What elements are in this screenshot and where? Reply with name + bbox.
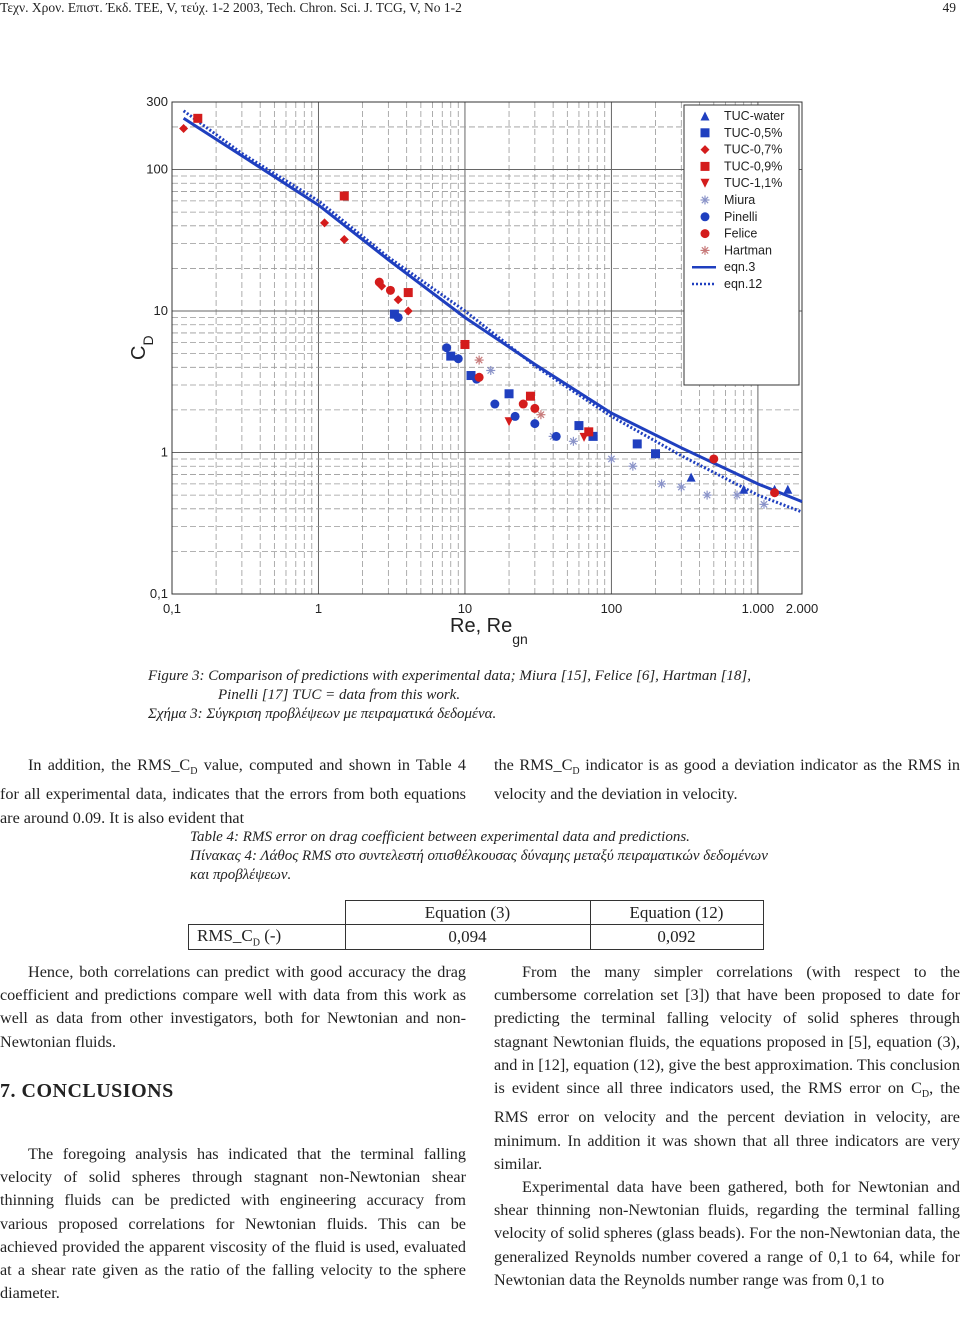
- point-tuc-water: [783, 485, 792, 494]
- left-column-top: [0, 754, 466, 830]
- point-felice: [770, 488, 779, 497]
- table-caption-en: Table 4: RMS error on drag coefficient between experimental data and predictions.: [190, 829, 690, 845]
- table-value-eq12: 0,092: [590, 925, 763, 950]
- right-paragraph-3: Experimental data have been gathered, both for Newtonian and shear thinning non-Newtonian fluids, regarding the terminal falling velocity of solid spheres (glass beads). For the non-Newtonian data, the generalized Reynolds number covered a range of 0,1 to 64, while for Newtonian data the Reynolds number range was from 0,1 to: [494, 1178, 960, 1289]
- right-paragraph-2: [494, 961, 960, 1176]
- point-pinelli: [394, 313, 403, 322]
- x-axis-label-main: Re, Re: [450, 615, 513, 637]
- point-miura: [759, 500, 768, 509]
- right-p1-text-b: indicator is as good a deviation indicator as the RMS in velocity and the deviation in velocity.: [494, 756, 960, 804]
- left-paragraph-3: The foregoing analysis has indicated that the terminal falling velocity of solid spheres through stagnant non-Newtonian shear thinning fluids can be predicted with engineering accuracy from various proposed correlations for Newtonian fluids. This can be achieved provided the apparent viscosity of the fluid is used, evaluated at a shear rate given as the ratio of the falling velocity to the sphere diameter.: [0, 1145, 466, 1303]
- figure-caption-line2: Pinelli [17] TUC = data from this work.: [218, 687, 461, 703]
- point-tuc-0-9-: [526, 392, 535, 401]
- point-miura: [607, 454, 616, 463]
- table-header-row: [189, 901, 764, 925]
- legend-marker: [701, 128, 710, 137]
- point-pinelli: [511, 412, 520, 421]
- point-miura: [703, 491, 712, 500]
- running-header: Τεχν. Χρον. Επιστ. Έκδ. ΤΕΕ, V, τεύχ. 1-2 2003, Tech. Chron. Sci. J. TCG, V, No 1-2: [0, 0, 462, 15]
- y-tick-label: 10: [153, 303, 168, 319]
- point-miura: [657, 479, 666, 488]
- legend-label: TUC-water: [724, 109, 785, 123]
- point-tuc-1-1-: [580, 433, 589, 442]
- chart-legend: [684, 105, 799, 385]
- point-tuc-0-9-: [460, 340, 469, 349]
- table-row: [189, 925, 764, 950]
- point-tuc-0-7-: [340, 235, 349, 244]
- right-column-top: [494, 754, 960, 807]
- point-tuc-0-5-: [651, 449, 660, 458]
- point-miura: [733, 491, 742, 500]
- point-tuc-0-9-: [193, 114, 202, 123]
- point-tuc-0-5-: [574, 421, 583, 430]
- legend-marker: [701, 212, 710, 221]
- x-tick-label: 10: [457, 601, 473, 616]
- y-tick-label: 1: [160, 444, 168, 460]
- x-tick-label: 2.000: [785, 601, 819, 616]
- left-p1-sub: D: [190, 766, 198, 778]
- point-felice: [519, 400, 528, 409]
- legend-label: TUC-1,1%: [724, 176, 783, 191]
- point-felice: [375, 278, 384, 287]
- right-p1-sub: D: [572, 766, 580, 778]
- figure-caption: [148, 667, 908, 724]
- x-axis-label: [450, 615, 528, 647]
- y-axis-label-main: C: [128, 345, 150, 360]
- point-tuc-0-5-: [633, 439, 642, 448]
- point-tuc-0-7-: [404, 307, 413, 316]
- page-number: 49: [942, 0, 956, 15]
- left-column-bottom: [0, 961, 466, 1305]
- x-axis-label-sub: gn: [512, 631, 528, 647]
- left-paragraph-2: Hence, both correlations can predict with good accuracy the drag coefficient and predictions compare well with data from this work as well as data from other investigators, both for Newtonian and non- Newtonian fluids.: [0, 963, 466, 1051]
- table-row-label: [189, 925, 346, 950]
- rms-table: [188, 900, 764, 950]
- x-tick-label: 1: [314, 601, 323, 616]
- row-label-a: RMS_C: [197, 926, 253, 945]
- point-tuc-0-9-: [404, 288, 413, 297]
- point-pinelli: [442, 343, 451, 352]
- y-axis-label-sub: D: [140, 335, 156, 346]
- legend-marker: [701, 229, 710, 238]
- figure-caption-line1: Figure 3: Comparison of predictions with experimental data; Miura [15], Felice [6], Hartman [18],: [148, 668, 752, 684]
- right-p2-text-a: From the many simpler correlations (with respect to the cumbersome correlation set [3]) that have been proposed to date for predicting the terminal falling velocity of solid spheres through stagnant Newtonian fluids, the equations proposed in [5], equation (3), and in [12], equation (12), give the best approximation. This conclusion is evident since all three indicators used, the RMS error on C: [494, 963, 960, 1098]
- point-tuc-water: [687, 473, 696, 482]
- legend-marker: [701, 162, 710, 171]
- legend-label: TUC-0,5%: [724, 125, 783, 140]
- point-felice: [386, 286, 395, 295]
- drag-coefficient-chart: [0, 90, 960, 650]
- point-pinelli: [490, 400, 499, 409]
- table-value-eq3: 0,094: [345, 925, 590, 950]
- right-p2-sub: D: [921, 1089, 930, 1101]
- row-label-sub: D: [252, 937, 260, 949]
- y-tick-label: 100: [146, 161, 168, 177]
- table-caption: [190, 828, 890, 885]
- point-tuc-0-7-: [179, 124, 188, 133]
- row-label-b: (-): [259, 926, 282, 945]
- point-tuc-0-9-: [340, 191, 349, 200]
- point-pinelli: [552, 432, 561, 441]
- x-tick-label: 1.000: [741, 601, 775, 616]
- legend-label: TUC-0,7%: [724, 142, 783, 157]
- right-column-bottom: [494, 961, 960, 1292]
- x-tick-label: 100: [600, 601, 623, 616]
- y-tick-label: 0,1: [149, 586, 168, 601]
- y-tick-label: 300: [146, 94, 168, 109]
- legend-label: Hartman: [724, 243, 772, 258]
- x-tick-label: 0,1: [162, 601, 182, 616]
- legend-label: eqn.12: [724, 277, 763, 291]
- legend-label: Miura: [724, 193, 756, 207]
- point-tuc-0-7-: [394, 295, 403, 304]
- right-p1-text-a: the RMS_C: [494, 756, 573, 774]
- figure-caption-greek: Σχήμα 3: Σύγκριση προβλέψεων με πειραματικά δεδομένα.: [148, 706, 497, 722]
- point-felice: [709, 454, 718, 463]
- point-miura: [569, 437, 578, 446]
- legend-marker: [701, 196, 710, 205]
- left-p1-text-b: value, computed and shown in Table 4 for all experimental data, indicates that the errors from both equations are around 0.09. It is also evident that: [0, 756, 466, 827]
- y-axis-label: [128, 335, 156, 360]
- table-corner-cell: [189, 901, 346, 925]
- legend-label: TUC-0,9%: [724, 159, 783, 174]
- point-tuc-0-5-: [505, 389, 514, 398]
- table-caption-greek-1: Πίνακας 4: Λάθος RMS στο συντελεστή οπισθέλκουσας δύναμης μεταξύ πειραματικών δεδομένων: [190, 848, 768, 864]
- legend-label: Pinelli: [724, 209, 758, 224]
- table-col-eq12: Equation (12): [590, 901, 763, 925]
- point-miura: [486, 366, 495, 375]
- table-col-eq3: Equation (3): [345, 901, 590, 925]
- right-p2-text-b: , the RMS error on velocity and the percent deviation in velocity, are minimum. In addition it was shown that all three indicators are very similar.: [494, 1079, 960, 1173]
- point-hartman: [475, 356, 484, 365]
- point-felice: [475, 373, 484, 382]
- left-paragraph-1: [0, 754, 466, 830]
- point-pinelli: [530, 419, 539, 428]
- point-miura: [677, 483, 686, 492]
- legend-label: eqn.3: [724, 260, 756, 275]
- right-paragraph-1: [494, 754, 960, 807]
- point-miura: [628, 462, 637, 471]
- left-p1-text-a: In addition, the RMS_C: [28, 756, 191, 774]
- table-caption-greek-2: και προβλέψεων.: [190, 867, 292, 883]
- legend-label: Felice: [724, 226, 758, 241]
- point-pinelli: [454, 354, 463, 363]
- legend-marker: [701, 246, 710, 255]
- section-heading-conclusions: 7. CONCLUSIONS: [0, 1079, 174, 1102]
